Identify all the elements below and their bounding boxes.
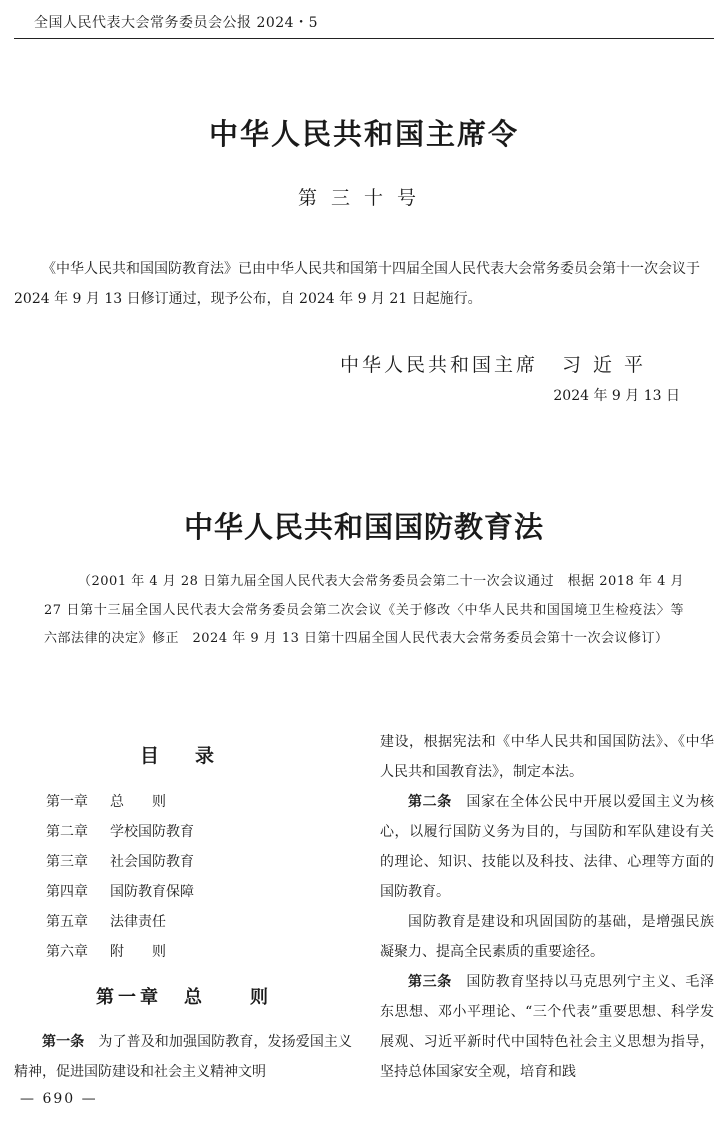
running-header: 全国人民代表大会常务委员会公报 2024・5 (34, 15, 318, 31)
article-3 (380, 967, 714, 1087)
toc-chapter-number: 第二章 (46, 824, 88, 840)
toc-title: 目录 (140, 745, 251, 767)
article-1-text: 为了普及和加强国防教育，发扬爱国主义精神，促进国防建设和社会主义精神文明 (14, 1034, 353, 1080)
toc-chapter-label: 学校国防教育 (110, 824, 194, 840)
page-number: — 690 — (20, 1091, 98, 1107)
article-2-text: 国家在全体公民中开展以爱国主义为核心，以履行国防义务为目的，与国防和军队建设有关的理论、知识、技能以及科技、法律、心理等方面的国防教育。 (380, 794, 715, 900)
article-3-text: 国防教育坚持以马克思列宁主义、毛泽东思想、邓小平理论、“三个代表”重要思想、科学发展观、习近平新时代中国特色社会主义思想为指导，坚持总体国家安全观，培育和践 (380, 974, 715, 1080)
article-2 (380, 787, 714, 907)
toc-chapter-number: 第五章 (46, 914, 88, 930)
article-2-label: 第二条 (408, 794, 452, 810)
toc-chapter-number: 第四章 (46, 884, 88, 900)
order-body: 《中华人民共和国国防教育法》已由中华人民共和国第十四届全国人民代表大会常务委员会第十一次会议于 2024 年 9 月 13 日修订通过，现予公布，自 2024 年 9 月 21 日起施行。 (14, 261, 700, 307)
toc-item (46, 787, 194, 817)
toc-chapter-number: 第六章 (46, 944, 88, 960)
table-of-contents (46, 787, 194, 967)
order-title: 中华人民共和国主席令 (208, 117, 519, 151)
toc-chapter-label: 国防教育保障 (110, 884, 194, 900)
signer-title: 中华人民共和国主席 (340, 354, 539, 376)
signer-name: 习近平 (562, 354, 656, 376)
toc-chapter-label: 社会国防教育 (110, 854, 194, 870)
toc-chapter-label: 附 则 (110, 944, 166, 960)
toc-item (46, 877, 194, 907)
right-column (380, 727, 714, 1087)
article-3-label: 第三条 (408, 974, 452, 990)
article-1-continuation: 建设，根据宪法和《中华人民共和国国防法》、《中华人民共和国教育法》，制定本法。 (380, 734, 714, 780)
law-title: 中华人民共和国国防教育法 (183, 510, 544, 544)
order-number: 第三十号 (297, 187, 430, 209)
law-revision-note: （2001 年 4 月 28 日第九届全国人民代表大会常务委员会第二十一次会议通过 根据 2018 年 4 月 27 日第十三届全国人民代表大会常务委员会第二次会议《关于修改〈中华人民共和国国境卫生检疫法〉等六部法律的决定》修正 2024 年 9 月 13 日第十四届全国人民代表大会常务委员会第十一次会议修订） (44, 574, 684, 646)
toc-item (46, 817, 194, 847)
article-2-paragraph-2: 国防教育是建设和巩固国防的基础，是增强民族凝聚力、提高全民素质的重要途径。 (380, 914, 714, 960)
toc-item (46, 847, 194, 877)
chapter-1-heading: 第一章 总 则 (96, 987, 272, 1008)
article-1-label: 第一条 (42, 1034, 85, 1050)
toc-chapter-number: 第一章 (46, 794, 88, 810)
toc-chapter-label: 总 则 (110, 794, 166, 810)
toc-chapter-label: 法律责任 (110, 914, 166, 930)
toc-item (46, 937, 194, 967)
toc-chapter-number: 第三章 (46, 854, 88, 870)
header-rule (14, 38, 714, 39)
signature-line (340, 350, 655, 377)
article-1 (14, 1027, 352, 1087)
order-date: 2024 年 9 月 13 日 (553, 388, 680, 404)
toc-item (46, 907, 194, 937)
